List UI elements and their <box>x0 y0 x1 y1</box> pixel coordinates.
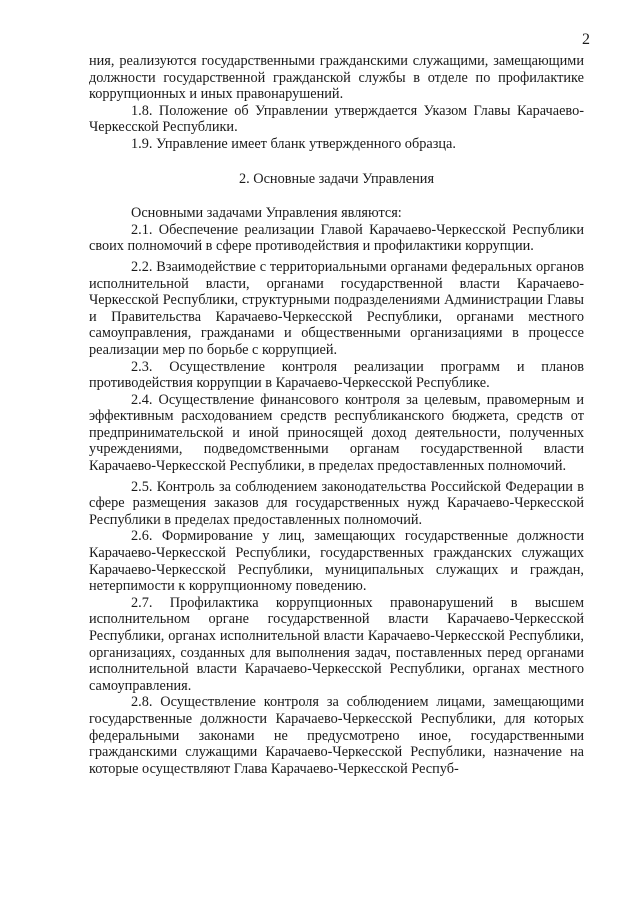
item-2-5: 2.5. Контроль за соблюдением законодательства Российской Федерации в сфере размещения заказов для государственных нужд Карачаево-Черкесской Республики в пределах предоставленных полномочий. <box>89 478 584 528</box>
section-heading: 2. Основные задачи Управления <box>238 170 435 187</box>
section-intro: Основными задачами Управления являются: <box>131 205 402 222</box>
item-2-7: 2.7. Профилактика коррупционных правонарушений в высшем исполнительном органе государственной власти Карачаево-Черкесской Республики, органах исполнительной власти Карачаево-Черкесской Республики, организациях, созданных для выполнения задач, поставленных перед органами исполнительной власти Карачаево-Черкесской Республики, органах местного самоуправления. <box>89 594 584 694</box>
paragraph-continuation: ния, реализуются государственными гражданскими служащими, замещающими должности государственной гражданской службы в отделе по профилактике коррупционных и иных правонарушений. <box>89 53 584 103</box>
item-2-1: 2.1. Обеспечение реализации Главой Карачаево-Черкесской Республики своих полномочий в сфере противодействия и профилактики коррупции. <box>89 221 584 255</box>
item-2-2: 2.2. Взаимодействие с территориальными органами федеральных органов исполнительной власти, органами государственной власти Карачаево-Черкесской Республики, структурными подразделениями Администрации Главы и Правительства Карачаево-Черкесской Республики, органами местного самоуправления, гражданами и общественными организациями в процессе реализации мер по борьбе с коррупцией. <box>89 258 584 358</box>
item-2-3: 2.3. Осуществление контроля реализации программ и планов противодействия коррупции в Карачаево-Черкесской Республике. <box>89 358 584 392</box>
paragraph-1-8: 1.8. Положение об Управлении утверждается Указом Главы Карачаево-Черкесской Республики. <box>89 102 584 136</box>
item-2-4: 2.4. Осуществление финансового контроля за целевым, правомерным и эффективным расходованием средств республиканского бюджета, средств от предпринимательской и иной приносящей доход деятельности, полученных учреждениями, подведомственными органам государственной власти Карачаево-Черкесской Республики, в пределах предоставленных полномочий. <box>89 391 584 475</box>
page-number: 2 <box>582 31 590 48</box>
item-2-8: 2.8. Осуществление контроля за соблюдением лицами, замещающими государственные должности Карачаево-Черкесской Республики, для которых федеральными законами не предусмотрено иное, государственными гражданскими служащими Карачаево-Черкесской Республики, назначение на которые осуществляют Глава Карачаево-Черкесской Респуб- <box>89 694 584 777</box>
item-2-6: 2.6. Формирование у лиц, замещающих государственные должности Карачаево-Черкесской Республики, государственных гражданских служащих Карачаево-Черкесской Республики, муниципальных служащих и граждан, нетерпимости к коррупционному поведению. <box>89 528 584 595</box>
paragraph-1-9: 1.9. Управление имеет бланк утвержденного образца. <box>131 135 456 152</box>
document-body <box>89 53 584 777</box>
